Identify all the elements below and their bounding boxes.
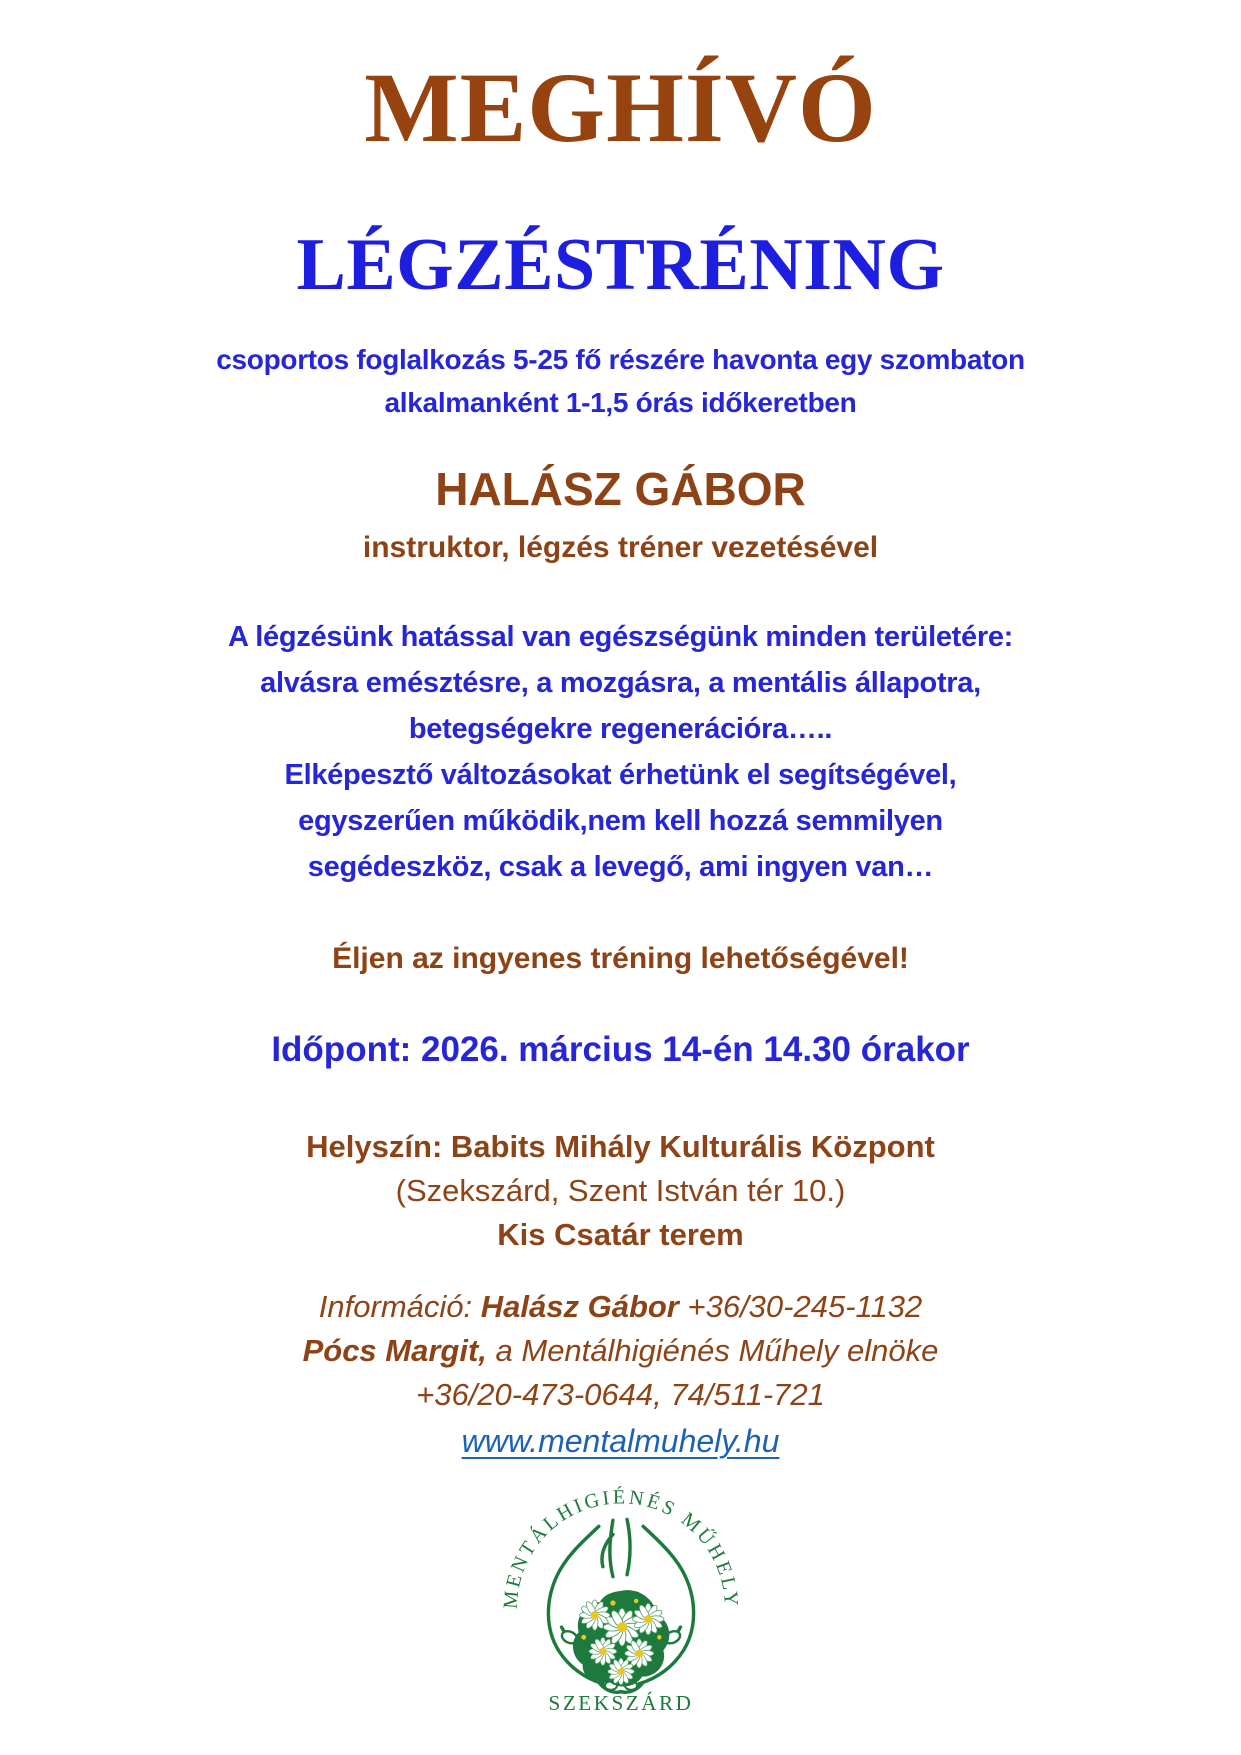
logo-arc-text: MENTÁLHIGIÉNÉS MŰHELY [499,1486,742,1610]
venue-room: Kis Csatár terem [497,1217,744,1253]
contact-info-phone: +36/30-245-1132 [678,1289,923,1325]
contact-president-line [0,1329,1241,1373]
description-line: alvásra emésztésre, a mozgásra, a mentális állapotra, [260,666,981,699]
trainer-name: HALÁSZ GÁBOR [435,463,806,515]
description-line: segédeszköz, csak a levegő, ami ingyen van… [307,850,934,883]
contact-phones: +36/20-473-0644, 74/511-721 [416,1377,825,1413]
intro-line-1: csoportos foglalkozás 5-25 fő részére havonta egy szombaton [216,344,1025,375]
contact-info-line [0,1285,1241,1329]
call-to-action: Éljen az ingyenes tréning lehetőségével! [332,941,909,975]
logo-svg [495,1486,747,1726]
contact-block [0,1285,1241,1466]
contact-info-label: Információ: [318,1289,481,1325]
president-role: a Mentálhigiénés Műhely elnöke [486,1333,939,1369]
contact-info-name: Halász Gábor [480,1289,679,1325]
page-title: MEGHÍVÓ [364,52,877,163]
bouquet-illustration [572,1590,668,1686]
description-line: egyszerűen működik,nem kell hozzá semmilyen [298,804,943,837]
president-name: Pócs Margit, [302,1333,487,1369]
intro-line-2: alkalmanként 1-1,5 órás időkeretben [384,387,857,418]
description-line: Elképesztő változásokat érhetünk el segítségével, [284,758,957,791]
intro-text [0,338,1241,424]
venue-block [0,1125,1241,1257]
trainer-role: instruktor, légzés tréner vezetésével [362,530,879,564]
description-line: betegségekre regenerációra….. [408,712,833,745]
venue-name-line [0,1125,1241,1169]
venue-name: : Babits Mihály Kulturális Központ [431,1129,935,1165]
venue-address: (Szekszárd, Szent István tér 10.) [395,1173,846,1209]
event-datetime: Időpont: 2026. március 14-én 14.30 órakor [271,1029,970,1069]
website-link[interactable]: www.mentalmuhely.hu [461,1423,780,1460]
description-paragraph [0,614,1241,890]
logo-city-text: SZEKSZÁRD [548,1690,693,1715]
venue-label: Helyszín [306,1129,432,1165]
organization-logo [0,1486,1241,1731]
description-line: A légzésünk hatással van egészségünk minden területére: [227,620,1014,653]
website-row [0,1417,1241,1466]
event-title: LÉGZÉSTRÉNING [296,224,945,306]
